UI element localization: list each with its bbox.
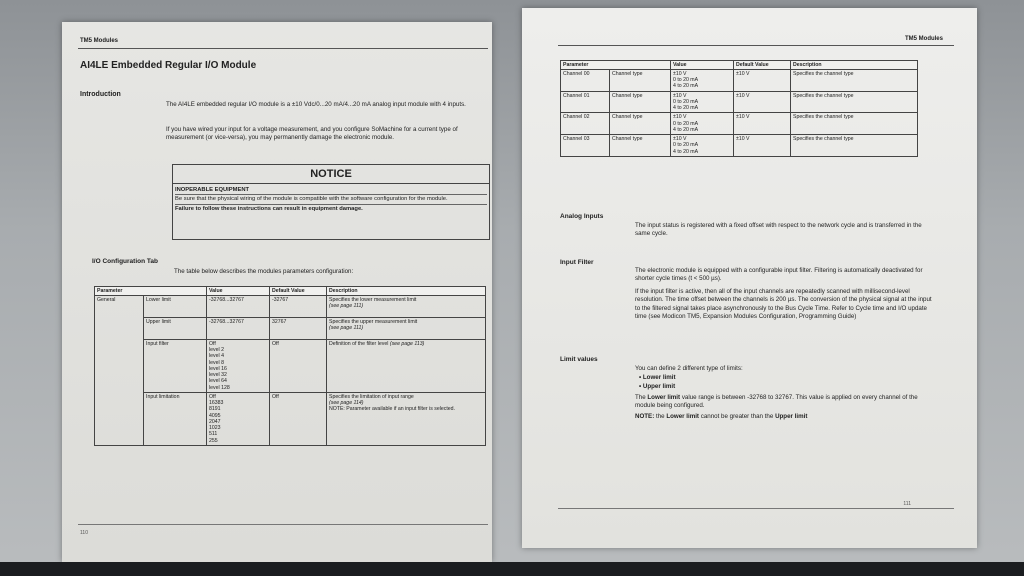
limit-note: NOTE: the Lower limit cannot be greater than the Upper limit: [635, 413, 808, 420]
intro-text: The AI4LE embedded regular I/O module is a ±10 Vdc/0...20 mA/4...20 mA analog input module with 4 inputs.: [166, 101, 466, 108]
table-row: General Lower limit -32768...32767 -32767 Specifies the lower measurement limit (see page 111): [95, 296, 486, 318]
limit-text: You can define 2 different type of limits:: [635, 365, 743, 372]
taskbar: [0, 562, 1024, 576]
table-row: Upper limit -32768...32767 32767 Specifies the upper measurement limit (see page 111): [95, 318, 486, 340]
intro-warning: If you have wired your input for a voltage measurement, and you configure SoMachine for a current type of measurement (or vice-versa), you may permanently damage the electronic module.: [166, 126, 458, 142]
th-parameter: Parameter: [561, 61, 671, 70]
th-value: Value: [671, 61, 734, 70]
notice-title: NOTICE: [173, 165, 489, 184]
notice-heading: INOPERABLE EQUIPMENT: [175, 186, 487, 195]
table-row: Input limitation Off 16383 8191 4095 2047 1023 511 255 Off Specifies the limitation of input range (see page 114) NOTE: Parameter available if an input filter is selected.: [95, 392, 486, 445]
th-description: Description: [791, 61, 918, 70]
limit-bullet-lower: • Lower limit: [639, 374, 676, 381]
th-default: Default Value: [270, 287, 327, 296]
th-parameter: Parameter: [95, 287, 207, 296]
th-description: Description: [327, 287, 486, 296]
analog-text: The input status is registered with a fixed offset with respect to the network cycle and is transferred in the same cycle.: [635, 222, 922, 238]
analog-heading: Analog Inputs: [560, 213, 604, 220]
th-value: Value: [207, 287, 270, 296]
page-title: AI4LE Embedded Regular I/O Module: [80, 60, 257, 71]
io-heading: I/O Configuration Tab: [92, 258, 158, 265]
limit-heading: Limit values: [560, 356, 598, 363]
limit-range-text: The Lower limit value range is between -32768 to 32767. This value is applied on every channel of the module being configured.: [635, 394, 918, 410]
left-header: TM5 Modules: [80, 38, 119, 44]
notice-box: [172, 164, 490, 240]
notice-body: Be sure that the physical wiring of the module is compatible with the software configuration for the module.: [175, 195, 487, 204]
table-row: Channel 02 Channel type ±10 V 0 to 20 mA 4 to 20 mA ±10 V Specifies the channel type: [561, 113, 918, 135]
right-page: [522, 8, 977, 548]
limit-bullet-upper: • Upper limit: [639, 383, 676, 390]
filter-heading: Input Filter: [560, 259, 594, 266]
filter-text-2: If the input filter is active, then all of the input channels are repeatedly scanned with millisecond-level resolution. The time offset between the channels is 200 µs. The conversion of the physical signal at the input to the filtered signal takes place asynchronously to the Bus Cycle Time. Refer to Cycle time and I/O update time (see Modicon TM5, Expansion Modules Configuration, Programming Guide): [635, 288, 932, 321]
io-config-table: [94, 286, 486, 446]
io-text: The table below describes the modules parameters configuration:: [174, 268, 354, 275]
channel-table: [560, 60, 918, 157]
table-row: Channel 00 Channel type ±10 V 0 to 20 mA 4 to 20 mA ±10 V Specifies the channel type: [561, 70, 918, 92]
right-page-number: 111: [903, 501, 911, 507]
th-default: Default Value: [734, 61, 791, 70]
table-row: Channel 01 Channel type ±10 V 0 to 20 mA 4 to 20 mA ±10 V Specifies the channel type: [561, 91, 918, 113]
right-header: TM5 Modules: [904, 36, 943, 42]
left-page: [62, 22, 492, 562]
filter-text-1: The electronic module is equipped with a configurable input filter. Filtering is automatically deactivated for shorter cycle times (t < 500 µs).: [635, 267, 923, 283]
table-row: Channel 03 Channel type ±10 V 0 to 20 mA 4 to 20 mA ±10 V Specifies the channel type: [561, 135, 918, 157]
intro-heading: Introduction: [80, 91, 121, 98]
notice-footer: Failure to follow these instructions can result in equipment damage.: [175, 205, 363, 212]
left-page-number: 110: [80, 530, 88, 536]
table-row: Input filter Off level 2 level 4 level 8 level 16 level 32 level 64 level 128 Off Definition of the filter level (see page 113): [95, 340, 486, 393]
